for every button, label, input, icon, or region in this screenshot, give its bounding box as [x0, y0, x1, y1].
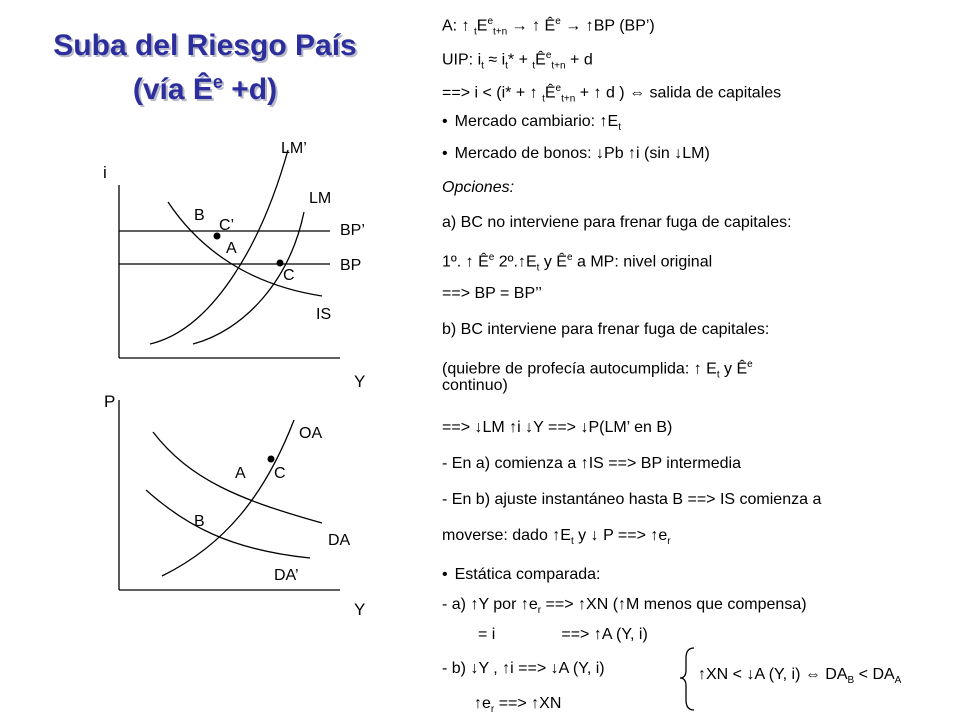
top-x-axis-label: Y [354, 372, 366, 391]
text-line-7: a) BC no interviene para frenar fuga de capitales: [442, 214, 792, 231]
lm-prime-label: LM’ [281, 140, 307, 157]
text-line-6: Opciones: [442, 179, 515, 196]
text-line-14: - En a) comienza a ↑IS ==> BP intermedia [442, 455, 741, 472]
title-line-2: (vía $Ê^e +d$) [132, 72, 278, 106]
text-line-19: = i ==> ↑A (Y, i) [478, 626, 648, 643]
bottom-x-axis-label: Y [354, 600, 366, 619]
text-line-15: - En b) ajuste instantáneo hasta B ==> IS comienza a [442, 491, 822, 508]
text-line-17: • Estática comparada: [442, 565, 600, 585]
text-line-2: UIP: $i_t \approx i_t*$ + $_tÊ^e_{t+n} + d$ [442, 50, 593, 72]
point-a-label: A [226, 240, 237, 257]
text-line-10: b) BC interviene para frenar fuga de capitales: [442, 321, 770, 338]
is-label: IS [316, 306, 332, 323]
point-c-label: C [283, 267, 295, 284]
top-y-axis-label: i [103, 163, 107, 182]
text-line-12: continuo) [442, 377, 508, 394]
text-line-3: ==> i < (i* + ↑ $_tÊ^e_{t+n}$ + ↑ d ) ⇔ salida de capitales [442, 83, 782, 105]
bottom-point-b-label: B [194, 513, 205, 530]
text-line-1: A: ↑ $_tE^e_{t+n}$ → ↑ $Ê^e$ → ↑BP (BP’) [442, 16, 655, 38]
bottom-point-c-label: C [274, 465, 286, 482]
bp-label: BP [340, 257, 362, 274]
bottom-y-axis-label: P [104, 392, 116, 411]
text-line-16: moverse: dado $↑E_t$ y ↓ P ==> $↑e_r$ [442, 527, 671, 548]
text-line-22: ↑XN < ↓A (Y, i) ⇔ $DA_B < DA_A$ [698, 666, 902, 687]
lm-label: LM [309, 190, 332, 207]
bp-prime-label: BP’ [340, 222, 365, 239]
text-line-4: • Mercado cambiario: $↑E_t$ [442, 112, 621, 138]
text-line-8: 1º. ↑ $Ê^e$ $2º.↑E_t$ y $Ê^e$ a MP: nivel original [442, 252, 713, 274]
text-line-11: (quiebre de profecía autocumplida: ↑ $E_t$ y $Ê^e$ [442, 359, 753, 381]
text-line-13: ==> ↓LM ↑i ↓Y ==> ↓P(LM’ en B) [442, 419, 673, 436]
oa-label: OA [299, 425, 323, 442]
da-prime-label: DA’ [274, 567, 299, 584]
da-label: DA [328, 532, 351, 549]
text-line-18: - a) ↑Y por $↑e_r$ ==> ↑XN (↑M menos que compensa) [442, 596, 807, 617]
point-b-label: B [194, 207, 205, 224]
bottom-point-a-label: A [235, 465, 246, 482]
text-line-5: • Mercado de bonos: ↓Pb ↑i (sin ↓LM) [442, 144, 710, 164]
point-c-prime-label: C’ [219, 217, 235, 234]
text-line-21: $↑e_r$ ==> ↑XN [474, 695, 562, 716]
text-line-20: - b) ↓Y , ↑i ==> ↓A (Y, i) [442, 660, 605, 677]
title-line-1: Suba del Riesgo País [53, 29, 357, 62]
text-line-9: ==> BP = BP’’ [442, 285, 542, 302]
